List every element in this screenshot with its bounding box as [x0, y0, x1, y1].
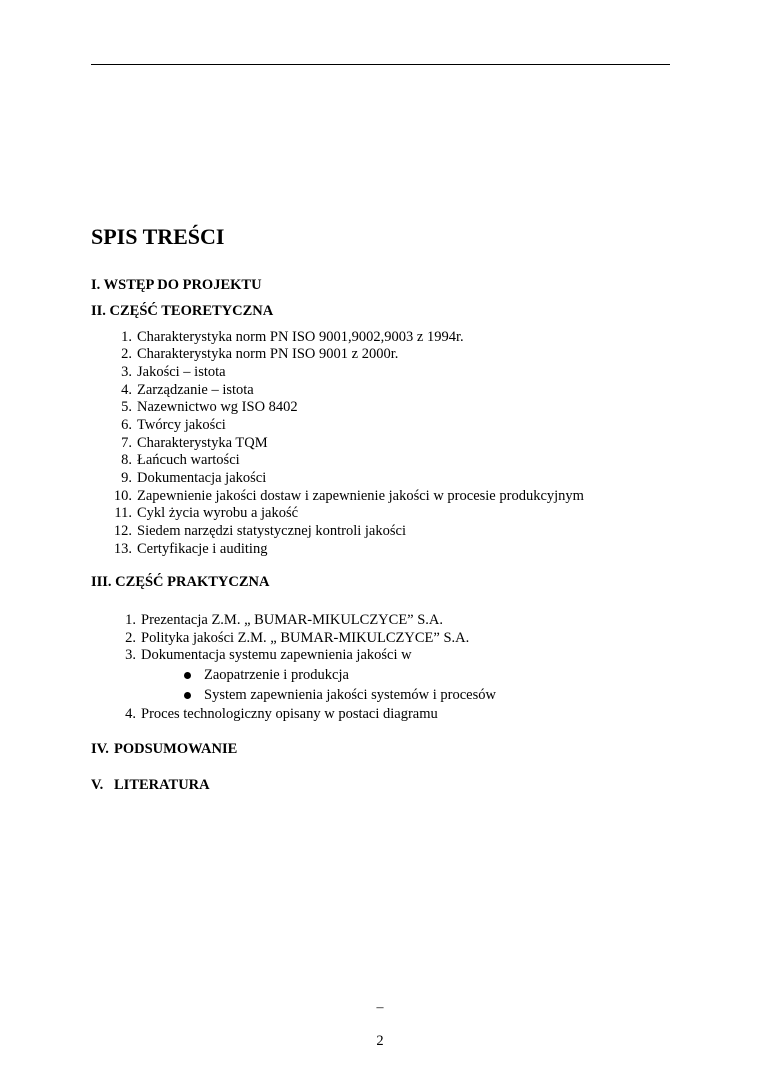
list-item: [113, 487, 584, 506]
item-text: Prezentacja Z.M. „ BUMAR-MIKULCZYCE” S.A.: [141, 612, 444, 628]
item-text: Certyfikacje i auditing: [137, 540, 268, 557]
item-text: Dokumentacja jakości: [137, 470, 267, 486]
list-item: [121, 363, 584, 382]
list-item: [121, 381, 584, 400]
section-number: IV.: [91, 741, 109, 757]
item-text: Polityka jakości Z.M. „ BUMAR-MIKULCZYCE” S.A.: [141, 629, 470, 646]
item-number: 5.: [121, 399, 132, 416]
section-literature: [91, 777, 210, 794]
list-item: [121, 452, 584, 470]
bullet-text: Zaopatrzenie i produkcja: [204, 667, 349, 683]
item-text: Nazewnictwo wg ISO 8402: [137, 399, 298, 416]
section-introduction: I. WSTĘP DO PROJEKTU: [91, 277, 262, 293]
item-text: Łańcuch wartości: [137, 452, 240, 469]
list-item: [113, 540, 584, 559]
item-text: Zapewnienie jakości dostaw i zapewnienie jakości w procesie produkcyjnym: [137, 487, 584, 504]
practice-sublist: [204, 666, 496, 705]
list-item: [121, 434, 584, 453]
header-rule: [91, 64, 670, 65]
practice-list: [125, 612, 470, 665]
bullet-icon: [184, 692, 191, 699]
item-text: Siedem narzędzi statystycznej kontroli jakości: [137, 523, 406, 540]
list-item: [125, 647, 469, 665]
item-number: 1.: [125, 612, 136, 628]
section-label: LITERATURA: [114, 777, 210, 793]
item-text: Charakterystyka norm PN ISO 9001,9002,9003 z 1994r.: [137, 328, 464, 345]
item-number: 11.: [114, 505, 132, 522]
bullet-item: [204, 666, 496, 686]
list-item: [125, 706, 438, 724]
item-number: 4.: [121, 381, 132, 398]
list-item: [113, 523, 584, 541]
item-text: Twórcy jakości: [137, 416, 226, 433]
item-number: 2.: [121, 346, 132, 363]
practice-list-continued: [125, 706, 438, 724]
page-number: 2: [376, 1033, 384, 1049]
list-item: [114, 505, 584, 523]
item-number: 6.: [121, 416, 132, 433]
section-practice: III. CZĘŚĆ PRAKTYCZNA: [91, 574, 270, 590]
item-text: Charakterystyka norm PN ISO 9001 z 2000r.: [137, 346, 399, 363]
list-item: [121, 346, 584, 364]
item-text: Jakości – istota: [137, 363, 226, 380]
page-title: SPIS TREŚCI: [91, 224, 225, 249]
item-number: 4.: [125, 706, 136, 722]
list-item: [121, 328, 584, 347]
footer-dash: –: [376, 1000, 384, 1015]
item-number: 3.: [121, 363, 132, 380]
item-text: Cykl życia wyrobu a jakość: [137, 505, 299, 522]
item-number: 10.: [113, 487, 132, 504]
item-text: Proces technologiczny opisany w postaci diagramu: [141, 706, 438, 722]
item-number: 2.: [125, 629, 136, 646]
item-number: 12.: [113, 523, 132, 540]
item-number: 13.: [113, 540, 132, 557]
section-summary: [91, 741, 237, 758]
list-item: [125, 612, 469, 630]
list-item: [125, 629, 470, 648]
list-item: [121, 416, 584, 435]
section-label: PODSUMOWANIE: [114, 741, 238, 757]
list-item: [121, 399, 584, 417]
item-text: Dokumentacja systemu zapewnienia jakości w: [141, 647, 412, 663]
bullet-item: [204, 686, 496, 706]
section-number: V.: [91, 777, 104, 793]
item-number: 7.: [121, 434, 132, 451]
theory-list: [113, 328, 584, 559]
item-number: 9.: [121, 470, 132, 486]
bullet-text: System zapewnienia jakości systemów i procesów: [204, 686, 496, 703]
item-text: Charakterystyka TQM: [137, 434, 268, 451]
list-item: [121, 470, 584, 488]
item-number: 3.: [125, 647, 136, 663]
item-number: 1.: [121, 328, 132, 345]
item-text: Zarządzanie – istota: [137, 381, 254, 398]
item-number: 8.: [121, 452, 132, 469]
section-theory: II. CZĘŚĆ TEORETYCZNA: [91, 303, 274, 319]
bullet-icon: [184, 672, 191, 679]
